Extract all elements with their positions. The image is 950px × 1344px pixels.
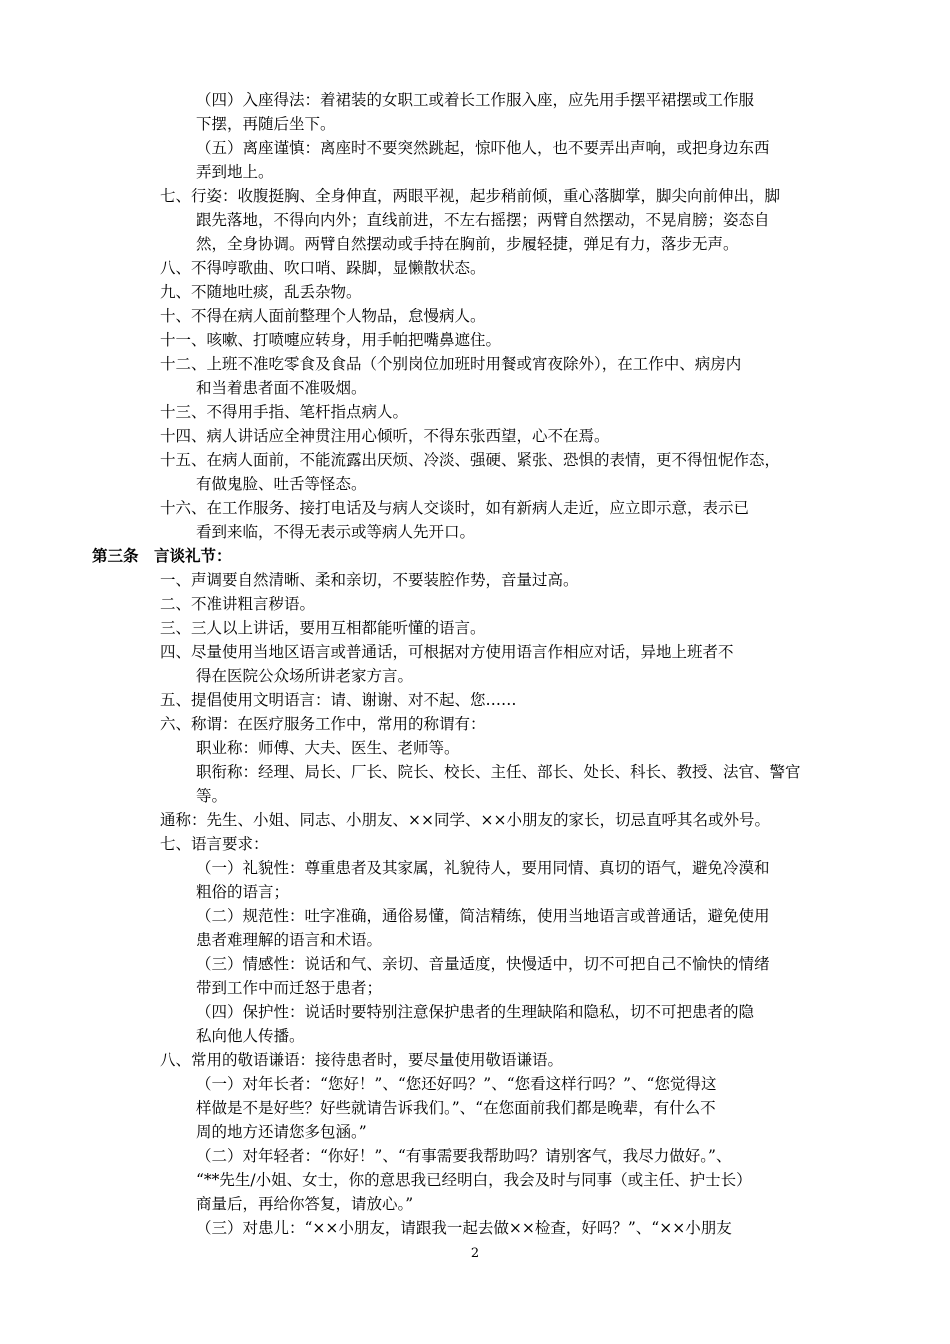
text-line: [0, 1144, 950, 1168]
text-line: [0, 160, 950, 184]
text-line: [0, 928, 950, 952]
line-text: 看到来临，不得无表示或等病人先开口。: [196, 523, 476, 541]
text-line: [0, 328, 950, 352]
line-text: 十五、在病人面前，不能流露出厌烦、冷淡、强硬、紧张、恐惧的表情，更不得忸怩作态，: [160, 451, 781, 469]
text-line: [0, 352, 950, 376]
line-text: 有做鬼脸、吐舌等怪态。: [196, 475, 367, 493]
text-line: [0, 184, 950, 208]
text-line: [0, 688, 950, 712]
line-text: 七、语言要求：: [160, 835, 269, 853]
text-line: [0, 496, 950, 520]
line-text: 六、称谓：在医疗服务工作中，常用的称谓有：: [160, 715, 486, 733]
line-text: 二、不准讲粗言秽语。: [160, 595, 316, 613]
text-line: [0, 448, 950, 472]
text-line: [0, 304, 950, 328]
line-text: 等。: [196, 787, 228, 805]
text-line: [0, 712, 950, 736]
line-text: 弄到地上。: [196, 163, 274, 181]
text-line: [0, 904, 950, 928]
text-line: [0, 1120, 950, 1144]
line-text: （五）离座谨慎：离座时不要突然跳起，惊吓他人，也不要弄出声响，或把身边东西: [196, 139, 770, 157]
line-text: 十、不得在病人面前整理个人物品，怠慢病人。: [160, 307, 486, 325]
text-line: [0, 88, 950, 112]
line-text: 然，全身协调。两臂自然摆动或手持在胸前，步履轻捷，弹足有力，落步无声。: [196, 235, 739, 253]
line-text: 职业称：师傅、大夫、医生、老师等。: [196, 739, 460, 757]
line-text: 样做是不是好些？好些就请告诉我们。”、“在您面前我们都是晚辈，有什么不: [196, 1099, 716, 1117]
line-text: 九、不随地吐痰，乱丢杂物。: [160, 283, 362, 301]
line-text: 四、尽量使用当地区语言或普通话，可根据对方使用语言作相应对话，异地上班者不: [160, 643, 734, 661]
text-line: [0, 1168, 950, 1192]
line-text: （一）对年长者：“您好！”、“您还好吗？”、“您看这样行吗？”、“您觉得这: [196, 1075, 717, 1093]
text-line: [0, 808, 950, 832]
text-line: [0, 856, 950, 880]
line-text: 周的地方还请您多包涵。”: [196, 1123, 367, 1141]
line-text: 十二、上班不准吃零食及食品（个别岗位加班时用餐或宵夜除外），在工作中、病房内: [160, 355, 742, 373]
text-line: [0, 256, 950, 280]
text-line: [0, 424, 950, 448]
line-text: 通称：先生、小姐、同志、小朋友、××同学、××小朋友的家长，切忌直呼其名或外号。: [160, 811, 770, 829]
line-text: 私向他人传播。: [196, 1027, 305, 1045]
text-line: [0, 280, 950, 304]
line-text: 十六、在工作服务、接打电话及与病人交谈时，如有新病人走近，应立即示意，表示已: [160, 499, 750, 517]
line-text: 八、不得哼歌曲、吹口哨、跺脚，显懒散状态。: [160, 259, 486, 277]
line-text: （一）礼貌性：尊重患者及其家属，礼貌待人，要用同情、真切的语气，避免冷漠和: [196, 859, 770, 877]
text-line: [0, 112, 950, 136]
text-line: [0, 1216, 950, 1240]
line-text: 商量后，再给你答复，请放心。”: [196, 1195, 414, 1213]
line-text: “**先生/小姐、女士，你的意思我已经明白，我会及时与同事（或主任、护士长）: [196, 1171, 752, 1189]
text-line: [0, 832, 950, 856]
text-line: [0, 232, 950, 256]
text-line: [0, 1072, 950, 1096]
body-text: [0, 88, 950, 1240]
line-text: 十一、咳嗽、打喷嚏应转身，用手帕把嘴鼻遮住。: [160, 331, 502, 349]
text-line: [0, 1048, 950, 1072]
text-line: [0, 1096, 950, 1120]
page-number: 2: [470, 1246, 480, 1261]
line-text: 十四、病人讲话应全神贯注用心倾听，不得东张西望，心不在焉。: [160, 427, 610, 445]
line-text: （三）对患儿：“××小朋友，请跟我一起去做××检查，好吗？”、“××小朋友: [196, 1219, 732, 1237]
text-line: [0, 880, 950, 904]
text-line: [0, 1024, 950, 1048]
text-line: [0, 1192, 950, 1216]
text-line: [0, 784, 950, 808]
line-text: 患者难理解的语言和术语。: [196, 931, 383, 949]
text-line: [0, 568, 950, 592]
line-text: 七、行姿：收腹挺胸、全身伸直，两眼平视，起步稍前倾，重心落脚掌，脚尖向前伸出，脚: [160, 187, 781, 205]
line-text: 和当着患者面不准吸烟。: [196, 379, 367, 397]
text-line: [0, 400, 950, 424]
text-line: [0, 616, 950, 640]
text-line: [0, 136, 950, 160]
text-line: [0, 736, 950, 760]
line-text: （三）情感性：说话和气、亲切、音量适度，快慢适中，切不可把自己不愉快的情绪: [196, 955, 770, 973]
line-text: 五、提倡使用文明语言：请、谢谢、对不起、您……: [160, 691, 517, 709]
text-line: [0, 976, 950, 1000]
line-text: （二）对年轻者：“你好！”、“有事需要我帮助吗？请别客气，我尽力做好。”、: [196, 1147, 732, 1165]
line-text: 带到工作中而迁怒于患者；: [196, 979, 383, 997]
text-line: [0, 952, 950, 976]
line-text: 粗俗的语言；: [196, 883, 290, 901]
text-line: [0, 760, 950, 784]
line-text: 八、常用的敬语谦语：接待患者时，要尽量使用敬语谦语。: [160, 1051, 564, 1069]
text-line: [0, 472, 950, 496]
text-line: [0, 664, 950, 688]
line-text: （二）规范性：吐字准确，通俗易懂，简洁精练，使用当地语言或普通话，避免使用: [196, 907, 770, 925]
text-line: [0, 520, 950, 544]
line-text: 第三条 言谈礼节：: [92, 546, 232, 565]
line-text: 跟先落地，不得向内外；直线前进，不左右摇摆；两臂自然摆动，不晃肩膀；姿态自: [196, 211, 770, 229]
text-line: [0, 592, 950, 616]
line-text: （四）入座得法：着裙装的女职工或着长工作服入座，应先用手摆平裙摆或工作服: [196, 91, 755, 109]
line-text: 三、三人以上讲话，要用互相都能听懂的语言。: [160, 619, 486, 637]
line-text: 得在医院公众场所讲老家方言。: [196, 667, 414, 685]
text-line: [0, 376, 950, 400]
text-line: [0, 640, 950, 664]
line-text: （四）保护性：说话时要特别注意保护患者的生理缺陷和隐私，切不可把患者的隐: [196, 1003, 755, 1021]
line-text: 一、声调要自然清晰、柔和亲切，不要装腔作势，音量过高。: [160, 571, 579, 589]
line-text: 下摆，再随后坐下。: [196, 115, 336, 133]
section-heading: [0, 544, 950, 568]
line-text: 十三、不得用手指、笔杆指点病人。: [160, 403, 409, 421]
text-line: [0, 208, 950, 232]
text-line: [0, 1000, 950, 1024]
line-text: 职衔称：经理、局长、厂长、院长、校长、主任、部长、处长、科长、教授、法官、警官: [196, 763, 801, 781]
